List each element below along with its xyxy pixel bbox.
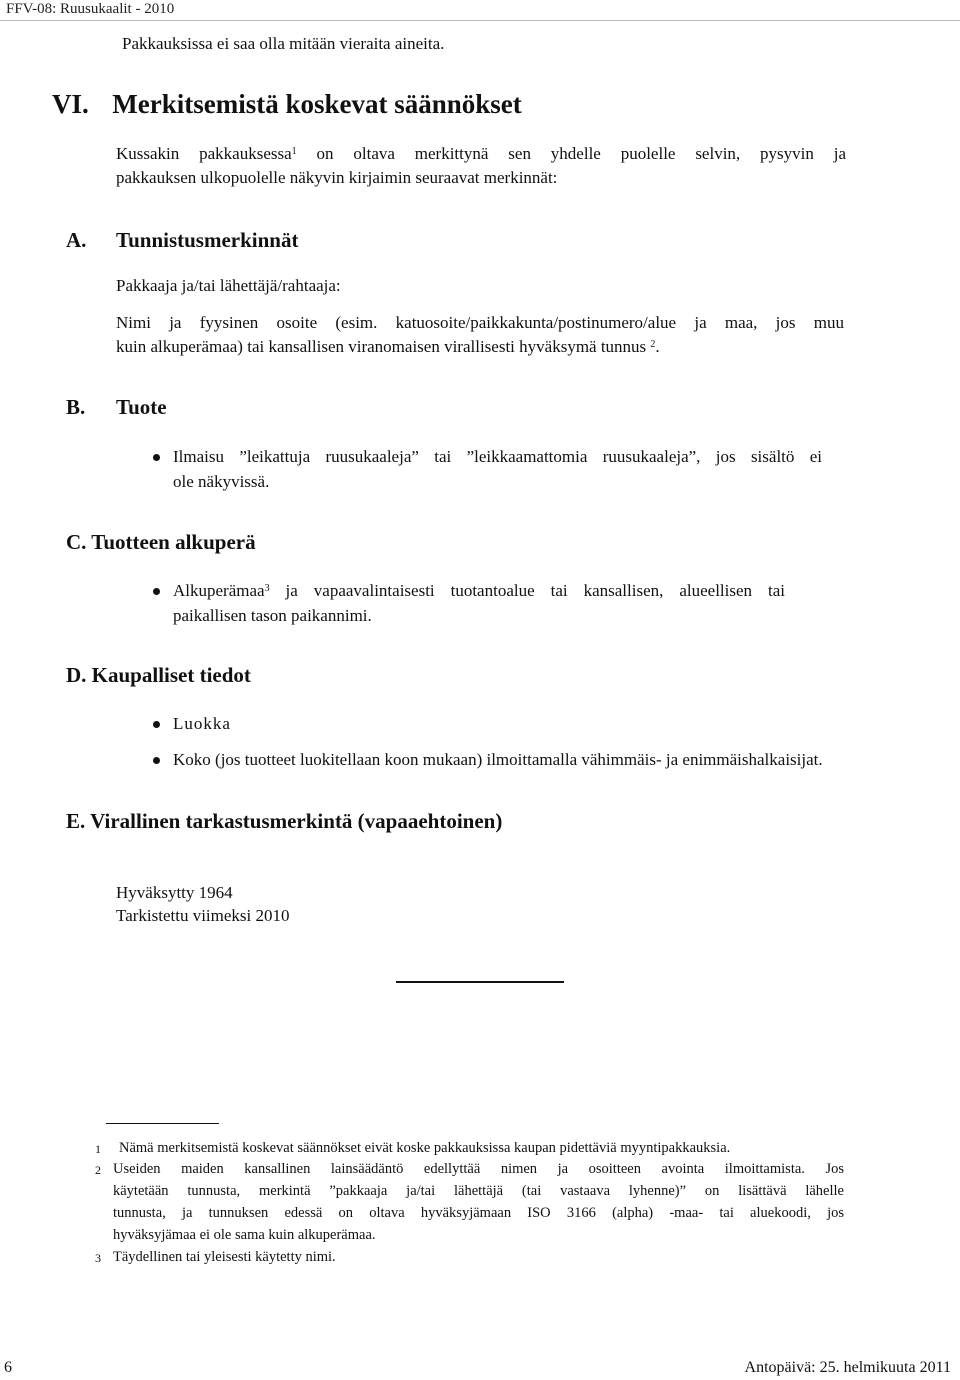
bullet-icon bbox=[153, 454, 160, 461]
section-c-bullet-line2: paikallisen tason paikannimi. bbox=[173, 606, 372, 625]
footnote-2-line1: Useiden maiden kansallinen lainsäädäntö edellyttää nimen ja osoitteen avointa ilmoittamista. Jos bbox=[113, 1161, 844, 1177]
section-e-title: E. Virallinen tarkastusmerkintä (vapaaehtoinen) bbox=[66, 809, 503, 833]
footnote-1-text: Nämä merkitsemistä koskevat säännökset eivät koske pakkauksissa kaupan pidettäviä myyntipakkauksia. bbox=[119, 1140, 731, 1156]
approval-approved: Hyväksytty 1964 bbox=[116, 883, 233, 902]
section-c-bullet-line1 bbox=[173, 579, 785, 603]
para-text: ja vapaavalintaisesti tuotantoalue tai kansallisen, alueellisen tai bbox=[269, 581, 785, 600]
para-text: Kussakin pakkauksessa bbox=[116, 144, 292, 163]
footnote-2-line2: käytetään tunnusta, merkintä ”pakkaaja ja/tai lähettäjä (tai vastaava lyhenne)” on lisättävä lähelle bbox=[113, 1183, 844, 1199]
footnote-ref-2: 2 bbox=[650, 339, 656, 350]
footer-date: Antopäivä: 25. helmikuuta 2011 bbox=[744, 1359, 951, 1376]
section-b-bullet-line1: Ilmaisu ”leikattuja ruusukaaleja” tai ”leikkaamattomia ruusukaaleja”, jos sisältö ei bbox=[173, 447, 822, 466]
section-c-title: C. Tuotteen alkuperä bbox=[66, 530, 256, 554]
section-b-letter: B. bbox=[66, 395, 86, 419]
para-text: kuin alkuperämaa) tai kansallisen viranomaisen virallisesti hyväksymä tunnus bbox=[116, 337, 647, 356]
section-d-bullet1: Luokka bbox=[173, 714, 231, 733]
footnote-3-text: Täydellinen tai yleisesti käytetty nimi. bbox=[113, 1249, 336, 1265]
footnote-2-number: 2 bbox=[95, 1163, 101, 1177]
section-vi-heading bbox=[52, 88, 522, 120]
section-a-letter: A. bbox=[66, 228, 87, 252]
section-vi-number: VI. bbox=[52, 89, 89, 119]
bullet-icon bbox=[153, 757, 160, 764]
section-d-title: D. Kaupalliset tiedot bbox=[66, 663, 251, 687]
para-text: on oltava merkittynä sen yhdelle puolelle selvin, pysyvin ja bbox=[296, 144, 846, 163]
section-vi-paragraph-line1 bbox=[116, 142, 846, 166]
section-d-bullet2: Koko (jos tuotteet luokitellaan koon mukaan) ilmoittamalla vähimmäis- ja enimmäishalkaisijat. bbox=[173, 750, 823, 769]
para-text: . bbox=[655, 337, 660, 356]
section-a-line3 bbox=[116, 335, 660, 359]
section-b-title: Tuote bbox=[116, 395, 167, 419]
footnote-ref-3: 3 bbox=[264, 583, 270, 594]
document-header-title: FFV-08: Ruusukaalit - 2010 bbox=[6, 1, 175, 17]
footnote-2-line4: hyväksyjämaa ei ole sama kuin alkuperämaa. bbox=[113, 1227, 376, 1243]
bullet-icon bbox=[153, 588, 160, 595]
intro-line: Pakkauksissa ei saa olla mitään vieraita aineita. bbox=[122, 34, 445, 53]
footnote-separator-rule bbox=[106, 1123, 219, 1124]
footnote-1-number: 1 bbox=[95, 1142, 101, 1156]
bullet-icon bbox=[153, 721, 160, 728]
section-a-line1: Pakkaaja ja/tai lähettäjä/rahtaaja: bbox=[116, 276, 341, 295]
page-number: 6 bbox=[4, 1359, 12, 1376]
section-vi-paragraph-line2: pakkauksen ulkopuolelle näkyvin kirjaimin seuraavat merkinnät: bbox=[116, 168, 558, 187]
footnote-ref-1: 1 bbox=[291, 146, 297, 157]
section-vi-title: Merkitsemistä koskevat säännökset bbox=[112, 89, 522, 119]
para-text: Alkuperämaa bbox=[173, 581, 265, 600]
end-separator-rule bbox=[396, 981, 564, 983]
approval-revised: Tarkistettu viimeksi 2010 bbox=[116, 906, 290, 925]
section-a-title: Tunnistusmerkinnät bbox=[116, 228, 299, 252]
footnote-3-number: 3 bbox=[95, 1251, 101, 1265]
section-a-line2: Nimi ja fyysinen osoite (esim. katuosoite/paikkakunta/postinumero/alue ja maa, jos muu bbox=[116, 313, 844, 332]
section-b-bullet-line2: ole näkyvissä. bbox=[173, 472, 270, 491]
footnote-2-line3: tunnusta, ja tunnuksen edessä on oltava hyväksyjämaan ISO 3166 (alpha) -maa- tai aluekoodi, jos bbox=[113, 1205, 844, 1221]
